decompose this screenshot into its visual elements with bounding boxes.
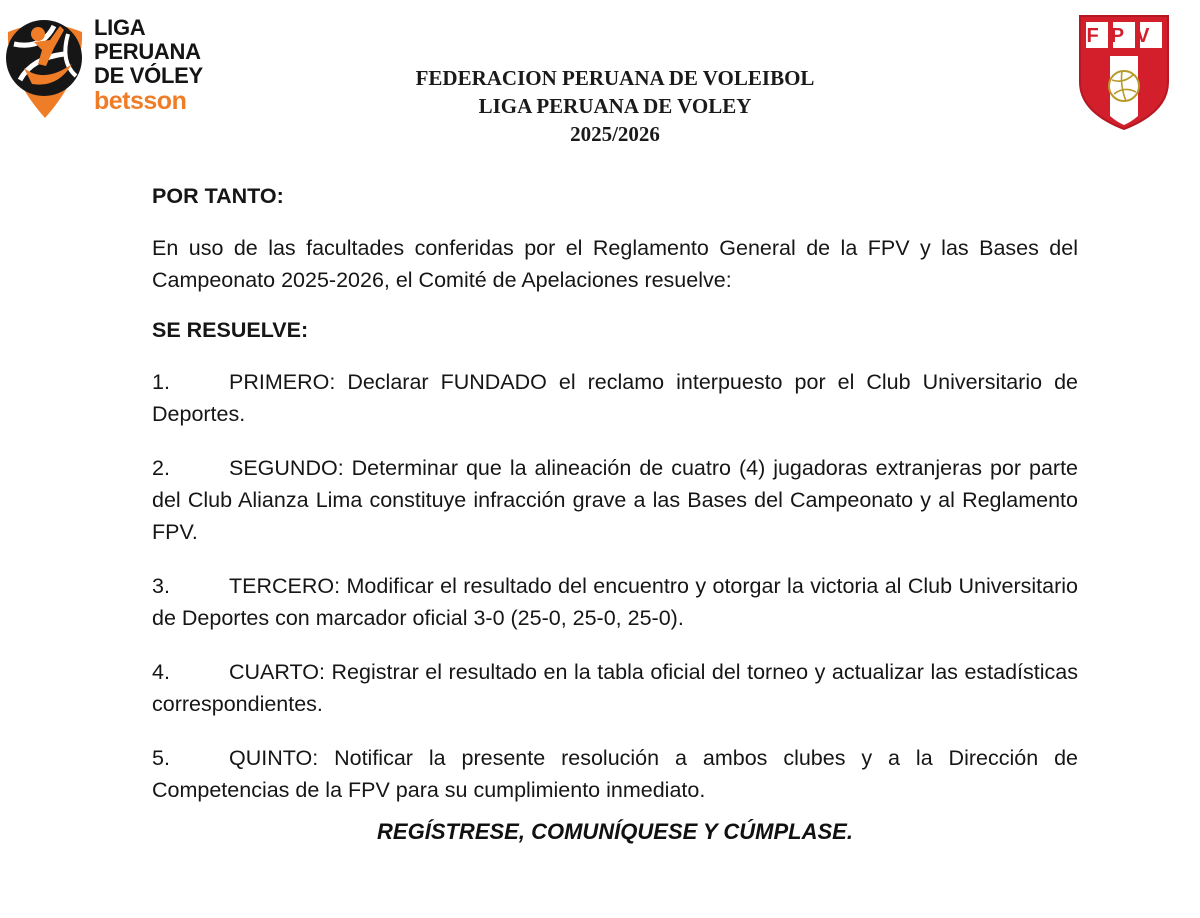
item-text: QUINTO: Notificar la presente resolución a ambos clubes y a la Dirección de Competencias de la FPV para su cumplimiento inmediato.	[152, 746, 1078, 802]
item-number: 3.	[152, 574, 170, 598]
resolution-item	[152, 742, 1078, 806]
item-text: TERCERO: Modificar el resultado del encuentro y otorgar la victoria al Club Universitario de Deportes con marcador oficial 3-0 (25-0, 25-0, 25-0).	[152, 574, 1078, 630]
liga-logo-line-1: LIGA	[94, 15, 146, 40]
resolution-item	[152, 656, 1078, 720]
resolution-body	[152, 180, 1078, 828]
volleyball-player-logo-icon	[2, 14, 88, 120]
item-text: SEGUNDO: Determinar que la alineación de cuatro (4) jugadoras extranjeras por parte del Club Alianza Lima constituye infracción grave a las Bases del Campeonato y al Reglamento FPV.	[152, 456, 1078, 544]
item-text: PRIMERO: Declarar FUNDADO el reclamo interpuesto por el Club Universitario de Deportes.	[152, 370, 1078, 426]
resolution-item	[152, 452, 1078, 548]
section-heading-se-resuelve: SE RESUELVE:	[152, 318, 309, 342]
closing-statement: REGÍSTRESE, COMUNÍQUESE Y CÚMPLASE.	[377, 819, 853, 844]
item-number: 5.	[152, 746, 170, 770]
document-header-titles	[300, 64, 930, 148]
item-text: CUARTO: Registrar el resultado en la tabla oficial del torneo y actualizar las estadísticas correspondientes.	[152, 660, 1078, 716]
federation-title: FEDERACION PERUANA DE VOLEIBOL	[415, 66, 815, 90]
fpv-shield-crest-icon	[1076, 12, 1172, 132]
liga-logo-sponsor: betsson	[94, 87, 187, 115]
liga-logo-wordmark	[94, 16, 244, 114]
liga-logo-line-3: DE VÓLEY	[94, 63, 203, 88]
season-title: 2025/2026	[570, 122, 660, 146]
resolution-item	[152, 366, 1078, 430]
league-title: LIGA PERUANA DE VOLEY	[478, 94, 752, 118]
resolution-item	[152, 570, 1078, 634]
intro-paragraph: En uso de las facultades conferidas por el Reglamento General de la FPV y las Bases del Campeonato 2025-2026, el Comité de Apelaciones resuelve:	[152, 236, 1078, 292]
section-heading-por-tanto: POR TANTO:	[152, 184, 284, 208]
liga-peruana-logo	[2, 14, 242, 124]
fpv-crest-letters: FPV	[1086, 25, 1162, 47]
item-number: 1.	[152, 370, 170, 394]
item-number: 2.	[152, 456, 170, 480]
item-number: 4.	[152, 660, 170, 684]
liga-logo-line-2: PERUANA	[94, 39, 201, 64]
